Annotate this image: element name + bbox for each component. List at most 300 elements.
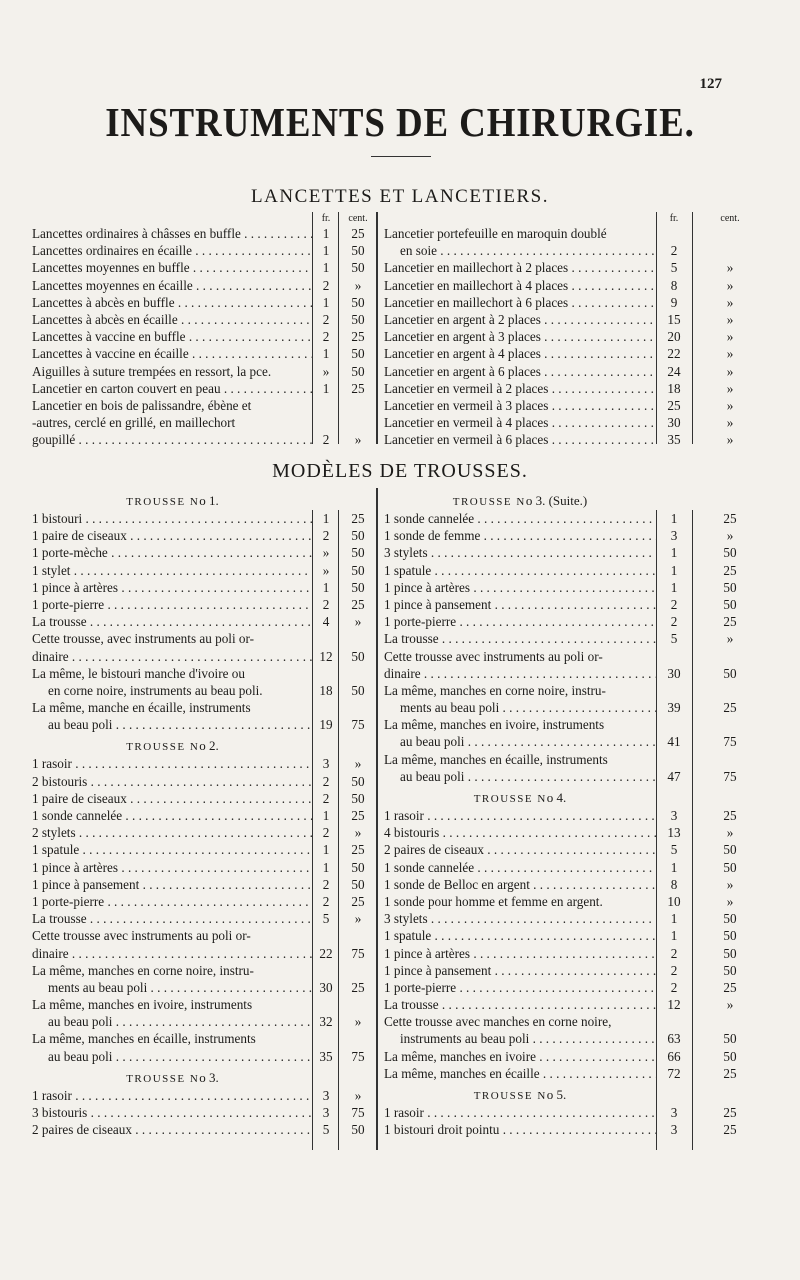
- price-francs: 2: [322, 311, 330, 327]
- price-centimes: [692, 716, 768, 733]
- price-row: [32, 962, 377, 979]
- price-row: [32, 527, 377, 544]
- item-label: 4 bistouris . . .: [384, 824, 656, 841]
- price-row: [384, 397, 768, 414]
- price-row: [384, 824, 768, 841]
- price-row: [384, 527, 768, 544]
- price-centimes: »: [354, 432, 362, 448]
- price-centimes: 75: [351, 1105, 365, 1120]
- price-row: [32, 544, 377, 561]
- price-centimes: »: [726, 311, 734, 327]
- price-francs: 1: [670, 928, 678, 944]
- price-centimes: »: [726, 631, 734, 647]
- price-row: [32, 996, 377, 1013]
- price-row: [32, 1087, 377, 1104]
- item-label: 1 porte-pierre . . .: [384, 979, 656, 996]
- item-label: au beau poli . . .: [384, 768, 656, 785]
- item-label: 1 pince à artères . . .: [32, 859, 313, 876]
- header-spacer: [384, 212, 656, 225]
- price-centimes: 50: [351, 562, 365, 578]
- trousse-heading-number: o 2.: [199, 738, 219, 754]
- price-francs: [656, 751, 692, 768]
- price-centimes: [692, 751, 768, 768]
- price-francs: 5: [322, 1122, 330, 1138]
- item-label: Lancetier en argent à 6 places . . .: [384, 363, 656, 380]
- item-label: Lancettes ordinaires à châsses en buffle . . .: [32, 225, 313, 242]
- price-centimes: [339, 414, 377, 431]
- rule-s1-left-ct: [338, 212, 339, 444]
- price-row: [32, 1104, 377, 1121]
- price-row: [384, 431, 768, 448]
- price-row: [384, 630, 768, 647]
- rule-s1-right-ct: [692, 212, 693, 444]
- trousse-heading-label: TROUSSE N: [126, 496, 200, 508]
- price-row: [32, 807, 377, 824]
- item-label: en soie . . .: [384, 242, 656, 259]
- price-francs: 2: [670, 614, 678, 630]
- item-label: 1 sonde de Belloc en argent . . .: [384, 876, 656, 893]
- item-label: La trousse . . .: [32, 910, 313, 927]
- price-centimes: »: [726, 380, 734, 396]
- price-francs: 12: [319, 648, 333, 664]
- trousse-heading: [32, 1065, 313, 1087]
- price-francs: 35: [319, 1048, 333, 1064]
- price-centimes: 75: [723, 734, 737, 750]
- price-row: [384, 544, 768, 561]
- price-francs: 18: [667, 380, 681, 396]
- price-row: [384, 979, 768, 996]
- price-centimes: 50: [351, 579, 365, 595]
- price-francs: »: [322, 545, 330, 561]
- price-row: [384, 1030, 768, 1047]
- item-label: Lancetier en argent à 2 places . . .: [384, 311, 656, 328]
- item-label: 1 sonde de femme . . .: [384, 527, 656, 544]
- price-row: [384, 259, 768, 276]
- price-francs: [313, 397, 339, 414]
- price-francs: 30: [319, 979, 333, 995]
- item-label: 1 bistouri droit pointu . . .: [384, 1121, 656, 1138]
- trousse-heading-label: TROUSSE N: [473, 1090, 547, 1102]
- price-centimes: [692, 682, 768, 699]
- item-label: 1 sonde cannelée . . .: [384, 859, 656, 876]
- price-centimes: 25: [351, 979, 365, 995]
- price-centimes: 25: [723, 562, 737, 578]
- lancettes-left-column: [32, 212, 377, 448]
- item-label: Lancetier en argent à 4 places . . .: [384, 345, 656, 362]
- price-centimes: »: [726, 277, 734, 293]
- price-francs: 2: [670, 979, 678, 995]
- price-row: [32, 510, 377, 527]
- page-number: 127: [699, 76, 722, 92]
- item-label: au beau poli . . .: [32, 1048, 313, 1065]
- price-row: [384, 893, 768, 910]
- item-label: Cette trousse avec manches en corne noire,: [384, 1014, 612, 1030]
- price-francs: 2: [322, 432, 330, 448]
- price-centimes: 25: [723, 1065, 737, 1081]
- item-label: La même, manches en écaille . . .: [384, 1065, 656, 1082]
- price-francs: 12: [667, 997, 681, 1013]
- item-label: Lancettes moyennes en buffle . . .: [32, 259, 313, 276]
- item-label: au beau poli . . .: [32, 1013, 313, 1030]
- rule-s1-divider: [376, 212, 378, 444]
- price-francs: 15: [667, 311, 681, 327]
- price-row: [32, 225, 377, 242]
- trousse-heading-number: o 5.: [546, 1087, 567, 1102]
- item-label: 1 pince à artères . . .: [384, 945, 656, 962]
- price-centimes: 50: [351, 1122, 365, 1138]
- price-row: [384, 768, 768, 785]
- price-francs: 22: [667, 346, 681, 362]
- price-francs: [313, 996, 339, 1013]
- price-centimes: [692, 1013, 768, 1030]
- price-centimes: 75: [723, 768, 737, 784]
- price-francs: 8: [670, 876, 678, 892]
- price-centimes: 50: [351, 243, 365, 259]
- item-label: Lancettes moyennes en écaille . . .: [32, 277, 313, 294]
- price-row: [384, 648, 768, 665]
- price-row: [384, 876, 768, 893]
- item-label: 1 pince à pansement . . .: [384, 962, 656, 979]
- item-label: 1 sonde cannelée . . .: [384, 510, 656, 527]
- price-francs: 1: [322, 842, 330, 858]
- item-label: Lancetier en maillechort à 6 places . . .: [384, 294, 656, 311]
- item-label: au beau poli . . .: [32, 716, 313, 733]
- item-label: La même, manches en corne noire, instru-: [384, 682, 606, 698]
- price-centimes: »: [354, 277, 362, 293]
- price-francs: 32: [319, 1014, 333, 1030]
- price-row: [384, 345, 768, 362]
- price-centimes: 50: [351, 773, 365, 789]
- item-label: 1 spatule . . .: [384, 927, 656, 944]
- price-row: [32, 910, 377, 927]
- price-row: [384, 807, 768, 824]
- price-row: [32, 630, 377, 647]
- price-row: [32, 397, 377, 414]
- price-row: [32, 927, 377, 944]
- price-row: [32, 311, 377, 328]
- price-centimes: 50: [351, 294, 365, 310]
- item-label: La trousse . . .: [32, 613, 313, 630]
- price-row: [32, 876, 377, 893]
- price-row: [384, 510, 768, 527]
- price-centimes: 25: [351, 893, 365, 909]
- price-francs: 47: [667, 768, 681, 784]
- price-row: [384, 1048, 768, 1065]
- header-francs: fr.: [321, 213, 331, 224]
- item-label: 1 sonde pour homme et femme en argent.: [384, 893, 603, 909]
- item-label: Lancettes ordinaires en écaille . . .: [32, 242, 313, 259]
- item-label: dinaire . . .: [32, 648, 313, 665]
- price-row: [384, 751, 768, 768]
- price-centimes: 75: [351, 1048, 365, 1064]
- price-francs: 18: [319, 682, 333, 698]
- price-francs: [313, 927, 339, 944]
- item-label: La trousse . . .: [384, 630, 656, 647]
- item-label: Lancetier en maillechort à 2 places . . .: [384, 259, 656, 276]
- price-row: [384, 328, 768, 345]
- rule-s2-divider: [376, 488, 378, 1150]
- price-row: [32, 562, 377, 579]
- price-centimes: 50: [723, 945, 737, 961]
- item-label: Lancettes à abcès en buffle . . .: [32, 294, 313, 311]
- price-centimes: 50: [723, 928, 737, 944]
- price-francs: 30: [667, 665, 681, 681]
- price-centimes: »: [354, 911, 362, 927]
- price-francs: 2: [322, 825, 330, 841]
- price-centimes: 25: [351, 511, 365, 526]
- price-francs: 3: [670, 1122, 678, 1138]
- price-francs: 2: [670, 243, 678, 259]
- item-label: 2 stylets . . .: [32, 824, 313, 841]
- price-francs: 20: [667, 329, 681, 345]
- price-centimes: 25: [723, 700, 737, 716]
- item-label: Cette trousse avec instruments au poli or-: [384, 648, 603, 664]
- header-spacer: [32, 212, 313, 225]
- price-row: [384, 1065, 768, 1082]
- price-francs: 5: [322, 911, 330, 927]
- price-centimes: »: [726, 876, 734, 892]
- header-centimes: cent.: [348, 213, 368, 224]
- price-centimes: 50: [351, 260, 365, 276]
- price-francs: [313, 962, 339, 979]
- price-row: [32, 242, 377, 259]
- item-label: dinaire . . .: [32, 945, 313, 962]
- item-label: Lancetier en vermeil à 4 places . . .: [384, 414, 656, 431]
- price-centimes: »: [726, 397, 734, 413]
- price-francs: 1: [322, 579, 330, 595]
- trousse-heading: [384, 1082, 656, 1104]
- price-centimes: 50: [351, 790, 365, 806]
- price-row: [32, 682, 377, 699]
- price-francs: 5: [670, 260, 678, 276]
- price-francs: 9: [670, 294, 678, 310]
- price-francs: 1: [322, 859, 330, 875]
- price-centimes: [339, 699, 377, 716]
- trousses-right-column: [384, 488, 768, 1138]
- price-francs: [656, 225, 692, 242]
- price-centimes: »: [726, 294, 734, 310]
- price-row: [384, 962, 768, 979]
- price-centimes: »: [726, 415, 734, 431]
- price-row: [32, 1048, 377, 1065]
- price-francs: 3: [322, 756, 330, 772]
- rule-s1-right-fr: [656, 212, 657, 444]
- item-label: 1 pince à artères . . .: [384, 579, 656, 596]
- price-centimes: [339, 996, 377, 1013]
- price-centimes: [692, 242, 768, 259]
- price-row: [32, 380, 377, 397]
- price-row: [32, 259, 377, 276]
- item-label: 1 spatule . . .: [384, 562, 656, 579]
- item-label: 1 pince à pansement . . .: [32, 876, 313, 893]
- price-row: [384, 910, 768, 927]
- price-francs: 2: [322, 596, 330, 612]
- price-row: [32, 979, 377, 996]
- title-rule: [371, 156, 431, 157]
- price-centimes: »: [726, 329, 734, 345]
- price-francs: 1: [322, 808, 330, 823]
- item-label: 1 paire de ciseaux . . .: [32, 790, 313, 807]
- price-francs: 1: [322, 226, 330, 241]
- price-centimes: 25: [351, 808, 365, 823]
- price-centimes: 50: [351, 859, 365, 875]
- price-francs: 1: [322, 511, 330, 526]
- price-row: [32, 859, 377, 876]
- price-centimes: 50: [723, 1048, 737, 1064]
- price-centimes: 25: [723, 1105, 737, 1120]
- item-label: 3 stylets . . .: [384, 544, 656, 561]
- price-centimes: 50: [351, 528, 365, 544]
- item-label: Lancetier en vermeil à 6 places . . .: [384, 431, 656, 448]
- price-row: [32, 596, 377, 613]
- price-centimes: »: [354, 1014, 362, 1030]
- section-title-trousses: MODÈLES DE TROUSSES.: [272, 460, 528, 482]
- page-title: INSTRUMENTS DE CHIRURGIE.: [105, 99, 695, 145]
- item-label: 1 porte-mèche . . .: [32, 544, 313, 561]
- price-row: [32, 277, 377, 294]
- price-row: [384, 363, 768, 380]
- price-centimes: 50: [351, 545, 365, 561]
- price-francs: 3: [670, 528, 678, 544]
- price-francs: 63: [667, 1031, 681, 1047]
- item-label: 1 pince à pansement . . .: [384, 596, 656, 613]
- price-francs: [313, 630, 339, 647]
- price-centimes: »: [726, 432, 734, 448]
- price-centimes: »: [726, 825, 734, 841]
- price-row: [384, 562, 768, 579]
- price-francs: 24: [667, 363, 681, 379]
- item-label: La même, manches en ivoire, instruments: [32, 997, 253, 1013]
- price-row: [32, 699, 377, 716]
- price-row: [32, 1030, 377, 1047]
- price-centimes: [339, 1030, 377, 1047]
- price-francs: 3: [670, 808, 678, 823]
- price-francs: 1: [670, 579, 678, 595]
- trousse-heading-label: TROUSSE N: [473, 793, 547, 805]
- price-francs: 1: [322, 294, 330, 310]
- column-header-row: [384, 212, 768, 225]
- price-row: [32, 755, 377, 772]
- price-row: [32, 945, 377, 962]
- price-francs: 30: [667, 415, 681, 431]
- price-centimes: 75: [351, 717, 365, 733]
- price-centimes: »: [354, 756, 362, 772]
- price-row: [384, 1121, 768, 1138]
- trousse-heading-label: TROUSSE N: [126, 741, 200, 754]
- item-label: La même, manches en ivoire, instruments: [384, 717, 605, 733]
- trousse-heading-number: o 1.: [199, 493, 219, 508]
- item-label: Lancettes à vaccine en buffle . . .: [32, 328, 313, 345]
- item-label: 1 porte-pierre . . .: [32, 893, 313, 910]
- price-centimes: »: [726, 997, 734, 1013]
- item-label: La même, manches en écaille, instruments: [32, 1031, 256, 1047]
- rule-s2-right-fr: [656, 510, 657, 1150]
- item-label: 1 bistouri . . .: [32, 510, 313, 527]
- price-francs: 35: [667, 432, 681, 448]
- item-label: Lancetier portefeuille en maroquin doublé: [384, 226, 607, 241]
- price-row: [384, 1104, 768, 1121]
- item-label: ments au beau poli . . .: [384, 699, 656, 716]
- price-centimes: »: [354, 1087, 362, 1103]
- lancetiers-right-column: [384, 212, 768, 448]
- price-row: [32, 790, 377, 807]
- price-row: [32, 294, 377, 311]
- price-row: [384, 225, 768, 242]
- price-francs: 1: [322, 260, 330, 276]
- price-centimes: 50: [351, 876, 365, 892]
- price-row: [384, 414, 768, 431]
- price-francs: 3: [670, 1105, 678, 1120]
- price-centimes: 50: [723, 859, 737, 875]
- price-francs: [313, 1030, 339, 1047]
- item-label: 1 pince à artères . . .: [32, 579, 313, 596]
- item-label: au beau poli . . .: [384, 733, 656, 750]
- price-francs: 2: [670, 962, 678, 978]
- price-francs: 2: [670, 596, 678, 612]
- price-row: [384, 1013, 768, 1030]
- rule-s2-left-ct: [338, 510, 339, 1150]
- price-centimes: 50: [723, 842, 737, 858]
- price-centimes: »: [726, 346, 734, 362]
- price-francs: 1: [670, 562, 678, 578]
- item-label: Lancetier en maillechort à 4 places . . .: [384, 277, 656, 294]
- price-centimes: 25: [723, 808, 737, 823]
- item-label: 1 paire de ciseaux . . .: [32, 527, 313, 544]
- price-row: [32, 579, 377, 596]
- price-centimes: 25: [723, 614, 737, 630]
- price-centimes: 50: [723, 665, 737, 681]
- price-centimes: 50: [723, 911, 737, 927]
- price-row: [32, 824, 377, 841]
- price-row: [32, 345, 377, 362]
- price-centimes: 50: [351, 363, 365, 379]
- price-francs: 1: [670, 545, 678, 561]
- price-francs: 3: [322, 1105, 330, 1120]
- price-francs: 1: [322, 380, 330, 396]
- price-row: [384, 380, 768, 397]
- price-centimes: »: [726, 363, 734, 379]
- price-row: [384, 311, 768, 328]
- item-label: 1 spatule . . .: [32, 841, 313, 858]
- trousse-heading-number: o 4.: [546, 790, 567, 805]
- price-centimes: 25: [351, 596, 365, 612]
- price-francs: 2: [322, 876, 330, 892]
- price-centimes: [339, 962, 377, 979]
- price-centimes: »: [354, 614, 362, 630]
- price-francs: 2: [322, 528, 330, 544]
- item-label: 1 porte-pierre . . .: [32, 596, 313, 613]
- price-centimes: 25: [351, 329, 365, 345]
- item-label: Lancettes à vaccine en écaille . . .: [32, 345, 313, 362]
- price-centimes: 50: [351, 648, 365, 664]
- price-row: [384, 277, 768, 294]
- price-centimes: [339, 927, 377, 944]
- price-row: [32, 613, 377, 630]
- item-label: en corne noire, instruments au beau poli.: [48, 682, 263, 698]
- item-label: Lancetier en carton couvert en peau . . .: [32, 380, 313, 397]
- item-label: Cette trousse avec instruments au poli or-: [32, 928, 251, 944]
- price-row: [32, 431, 377, 448]
- price-francs: [656, 1013, 692, 1030]
- price-row: [384, 596, 768, 613]
- price-centimes: 25: [723, 979, 737, 995]
- price-francs: [313, 699, 339, 716]
- price-centimes: 75: [351, 945, 365, 961]
- rule-s1-left-fr: [312, 212, 313, 444]
- trousse-heading-label: TROUSSE N: [126, 1072, 200, 1085]
- price-francs: 13: [667, 825, 681, 841]
- price-francs: 72: [667, 1065, 681, 1081]
